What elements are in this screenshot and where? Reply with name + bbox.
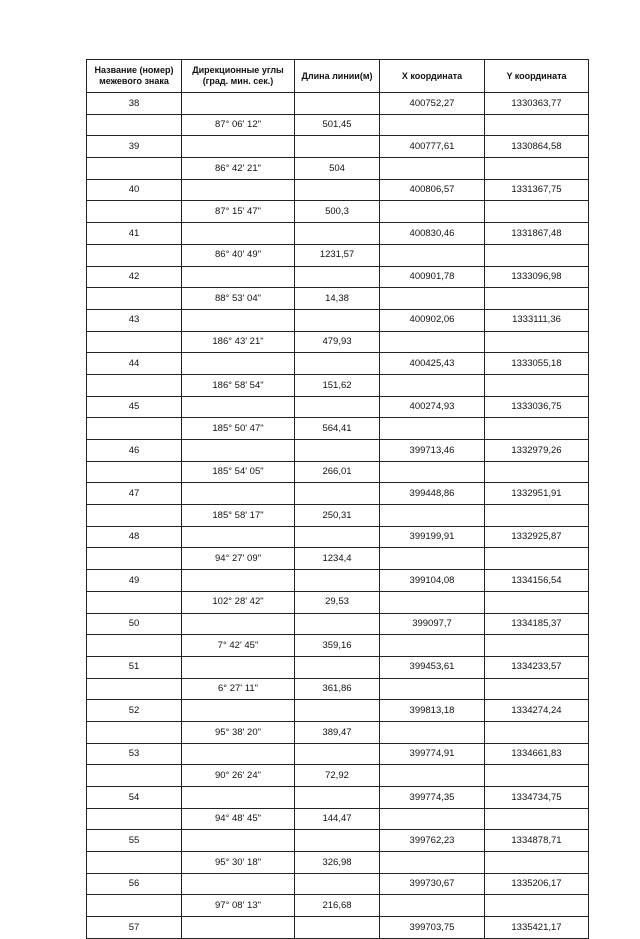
point-name-cell: 48 <box>87 526 182 548</box>
y-coordinate-cell: 1331867,48 <box>485 223 589 245</box>
empty-cell <box>380 461 485 483</box>
table-row-point <box>87 526 589 548</box>
empty-cell <box>182 873 295 895</box>
table-header-row <box>87 60 589 93</box>
coordinates-table <box>86 59 589 939</box>
empty-cell <box>182 830 295 852</box>
x-coordinate-cell: 399104,08 <box>380 570 485 592</box>
x-coordinate-cell: 399703,75 <box>380 917 485 939</box>
line-length-cell: 250,31 <box>295 505 380 527</box>
empty-cell <box>380 765 485 787</box>
empty-cell <box>295 570 380 592</box>
x-coordinate-cell: 400901,78 <box>380 266 485 288</box>
table-row-segment <box>87 114 589 136</box>
direction-angle-cell: 6° 27' 11" <box>182 678 295 700</box>
table-row-segment <box>87 635 589 657</box>
table-row-point <box>87 743 589 765</box>
y-coordinate-cell: 1333036,75 <box>485 396 589 418</box>
y-coordinate-cell: 1331367,75 <box>485 179 589 201</box>
empty-cell <box>182 396 295 418</box>
empty-cell <box>295 483 380 505</box>
direction-angle-cell: 90° 26' 24" <box>182 765 295 787</box>
empty-cell <box>485 158 589 180</box>
table-row-segment <box>87 721 589 743</box>
empty-cell <box>485 765 589 787</box>
table-row-segment <box>87 331 589 353</box>
direction-angle-cell: 185° 58' 17" <box>182 505 295 527</box>
point-name-cell: 45 <box>87 396 182 418</box>
point-name-cell: 44 <box>87 353 182 375</box>
empty-cell <box>380 201 485 223</box>
direction-angle-cell: 94° 27' 09" <box>182 548 295 570</box>
empty-cell <box>485 201 589 223</box>
direction-angle-cell: 88° 53' 04" <box>182 288 295 310</box>
table-row-point <box>87 613 589 635</box>
empty-cell <box>380 331 485 353</box>
y-coordinate-cell: 1333111,36 <box>485 309 589 331</box>
point-name-cell: 42 <box>87 266 182 288</box>
empty-cell <box>87 635 182 657</box>
line-length-cell: 504 <box>295 158 380 180</box>
direction-angle-cell: 97° 08' 13" <box>182 895 295 917</box>
x-coordinate-cell: 399762,23 <box>380 830 485 852</box>
line-length-cell: 14,38 <box>295 288 380 310</box>
empty-cell <box>182 570 295 592</box>
empty-cell <box>380 244 485 266</box>
y-coordinate-cell: 1330363,77 <box>485 93 589 115</box>
x-coordinate-cell: 400830,46 <box>380 223 485 245</box>
line-length-cell: 151,62 <box>295 374 380 396</box>
point-name-cell: 51 <box>87 656 182 678</box>
empty-cell <box>182 136 295 158</box>
empty-cell <box>87 201 182 223</box>
empty-cell <box>87 721 182 743</box>
x-coordinate-cell: 399730,67 <box>380 873 485 895</box>
direction-angle-cell: 95° 30' 18" <box>182 852 295 874</box>
empty-cell <box>182 700 295 722</box>
point-name-cell: 43 <box>87 309 182 331</box>
empty-cell <box>295 743 380 765</box>
x-coordinate-cell: 399813,18 <box>380 700 485 722</box>
y-coordinate-cell: 1334878,71 <box>485 830 589 852</box>
y-coordinate-cell: 1332951,91 <box>485 483 589 505</box>
point-name-cell: 39 <box>87 136 182 158</box>
direction-angle-cell: 185° 54' 05" <box>182 461 295 483</box>
x-coordinate-cell: 399774,35 <box>380 787 485 809</box>
direction-angle-cell: 95° 38' 20" <box>182 721 295 743</box>
empty-cell <box>485 635 589 657</box>
table-row-segment <box>87 505 589 527</box>
point-name-cell: 54 <box>87 787 182 809</box>
x-coordinate-cell: 399453,61 <box>380 656 485 678</box>
table-row-point <box>87 309 589 331</box>
empty-cell <box>485 331 589 353</box>
empty-cell <box>87 808 182 830</box>
table-row-point <box>87 917 589 939</box>
empty-cell <box>295 656 380 678</box>
table-row-point <box>87 656 589 678</box>
table-row-point <box>87 266 589 288</box>
table-row-segment <box>87 808 589 830</box>
empty-cell <box>182 787 295 809</box>
empty-cell <box>380 505 485 527</box>
empty-cell <box>485 808 589 830</box>
empty-cell <box>87 461 182 483</box>
table-row-segment <box>87 765 589 787</box>
point-name-cell: 49 <box>87 570 182 592</box>
empty-cell <box>87 244 182 266</box>
empty-cell <box>295 830 380 852</box>
empty-cell <box>87 114 182 136</box>
empty-cell <box>485 548 589 570</box>
direction-angle-cell: 87° 06' 12" <box>182 114 295 136</box>
direction-angle-cell: 186° 58' 54" <box>182 374 295 396</box>
empty-cell <box>182 526 295 548</box>
empty-cell <box>485 591 589 613</box>
table-row-segment <box>87 244 589 266</box>
empty-cell <box>485 418 589 440</box>
empty-cell <box>295 917 380 939</box>
table-row-point <box>87 440 589 462</box>
header-point-name: Название (номер) межевого знака <box>87 60 182 93</box>
empty-cell <box>485 244 589 266</box>
table-row-segment <box>87 548 589 570</box>
empty-cell <box>295 266 380 288</box>
y-coordinate-cell: 1334734,75 <box>485 787 589 809</box>
empty-cell <box>87 331 182 353</box>
y-coordinate-cell: 1330864,58 <box>485 136 589 158</box>
empty-cell <box>295 309 380 331</box>
empty-cell <box>380 288 485 310</box>
table-row-point <box>87 179 589 201</box>
line-length-cell: 326,98 <box>295 852 380 874</box>
empty-cell <box>182 483 295 505</box>
table-row-segment <box>87 158 589 180</box>
empty-cell <box>87 418 182 440</box>
table-row-point <box>87 700 589 722</box>
line-length-cell: 72,92 <box>295 765 380 787</box>
empty-cell <box>380 895 485 917</box>
header-line-length: Длина линии(м) <box>295 60 380 93</box>
empty-cell <box>87 591 182 613</box>
x-coordinate-cell: 399199,91 <box>380 526 485 548</box>
direction-angle-cell: 86° 40' 49" <box>182 244 295 266</box>
empty-cell <box>295 223 380 245</box>
empty-cell <box>182 223 295 245</box>
empty-cell <box>182 179 295 201</box>
direction-angle-cell: 102° 28' 42" <box>182 591 295 613</box>
y-coordinate-cell: 1333096,98 <box>485 266 589 288</box>
table-row-point <box>87 873 589 895</box>
empty-cell <box>485 895 589 917</box>
empty-cell <box>485 288 589 310</box>
line-length-cell: 266,01 <box>295 461 380 483</box>
line-length-cell: 144,47 <box>295 808 380 830</box>
empty-cell <box>182 917 295 939</box>
header-direction-angle: Дирекционные углы (град. мин. сек.) <box>182 60 295 93</box>
table-row-segment <box>87 591 589 613</box>
table-row-point <box>87 787 589 809</box>
empty-cell <box>182 613 295 635</box>
table-row-point <box>87 483 589 505</box>
empty-cell <box>182 656 295 678</box>
table-row-segment <box>87 201 589 223</box>
x-coordinate-cell: 400752,27 <box>380 93 485 115</box>
direction-angle-cell: 7° 42' 45" <box>182 635 295 657</box>
table-row-point <box>87 830 589 852</box>
empty-cell <box>182 266 295 288</box>
table-row-point <box>87 396 589 418</box>
empty-cell <box>380 548 485 570</box>
empty-cell <box>87 548 182 570</box>
empty-cell <box>295 700 380 722</box>
point-name-cell: 53 <box>87 743 182 765</box>
line-length-cell: 501,45 <box>295 114 380 136</box>
empty-cell <box>295 396 380 418</box>
y-coordinate-cell: 1334661,83 <box>485 743 589 765</box>
line-length-cell: 389,47 <box>295 721 380 743</box>
point-name-cell: 52 <box>87 700 182 722</box>
empty-cell <box>380 418 485 440</box>
header-y-coordinate: Y координата <box>485 60 589 93</box>
empty-cell <box>380 158 485 180</box>
x-coordinate-cell: 399774,91 <box>380 743 485 765</box>
table-row-point <box>87 353 589 375</box>
empty-cell <box>87 678 182 700</box>
empty-cell <box>295 179 380 201</box>
empty-cell <box>380 374 485 396</box>
line-length-cell: 29,53 <box>295 591 380 613</box>
point-name-cell: 55 <box>87 830 182 852</box>
table-row-point <box>87 223 589 245</box>
header-x-coordinate: X координата <box>380 60 485 93</box>
y-coordinate-cell: 1332979,26 <box>485 440 589 462</box>
point-name-cell: 57 <box>87 917 182 939</box>
empty-cell <box>485 505 589 527</box>
table-row-segment <box>87 895 589 917</box>
x-coordinate-cell: 400425,43 <box>380 353 485 375</box>
y-coordinate-cell: 1334233,57 <box>485 656 589 678</box>
empty-cell <box>87 288 182 310</box>
point-name-cell: 56 <box>87 873 182 895</box>
empty-cell <box>87 374 182 396</box>
table-row-segment <box>87 852 589 874</box>
y-coordinate-cell: 1335421,17 <box>485 917 589 939</box>
point-name-cell: 38 <box>87 93 182 115</box>
x-coordinate-cell: 400806,57 <box>380 179 485 201</box>
empty-cell <box>380 721 485 743</box>
line-length-cell: 216,68 <box>295 895 380 917</box>
empty-cell <box>295 873 380 895</box>
direction-angle-cell: 185° 50' 47" <box>182 418 295 440</box>
empty-cell <box>87 505 182 527</box>
empty-cell <box>380 678 485 700</box>
empty-cell <box>380 591 485 613</box>
empty-cell <box>485 852 589 874</box>
table-row-segment <box>87 418 589 440</box>
empty-cell <box>380 635 485 657</box>
empty-cell <box>485 374 589 396</box>
line-length-cell: 359,16 <box>295 635 380 657</box>
x-coordinate-cell: 399097,7 <box>380 613 485 635</box>
table-body <box>87 93 589 939</box>
x-coordinate-cell: 400902,06 <box>380 309 485 331</box>
table-row-segment <box>87 461 589 483</box>
y-coordinate-cell: 1335206,17 <box>485 873 589 895</box>
empty-cell <box>295 440 380 462</box>
empty-cell <box>295 787 380 809</box>
empty-cell <box>87 852 182 874</box>
empty-cell <box>87 765 182 787</box>
point-name-cell: 40 <box>87 179 182 201</box>
table-row-segment <box>87 374 589 396</box>
line-length-cell: 500,3 <box>295 201 380 223</box>
table-row-segment <box>87 678 589 700</box>
direction-angle-cell: 87° 15' 47" <box>182 201 295 223</box>
empty-cell <box>485 678 589 700</box>
line-length-cell: 564,41 <box>295 418 380 440</box>
empty-cell <box>182 309 295 331</box>
empty-cell <box>182 440 295 462</box>
empty-cell <box>182 743 295 765</box>
table-row-point <box>87 570 589 592</box>
y-coordinate-cell: 1334274,24 <box>485 700 589 722</box>
line-length-cell: 361,86 <box>295 678 380 700</box>
empty-cell <box>485 461 589 483</box>
direction-angle-cell: 94° 48' 45" <box>182 808 295 830</box>
line-length-cell: 479,93 <box>295 331 380 353</box>
empty-cell <box>380 114 485 136</box>
empty-cell <box>87 895 182 917</box>
x-coordinate-cell: 400274,93 <box>380 396 485 418</box>
empty-cell <box>485 114 589 136</box>
direction-angle-cell: 86° 42' 21" <box>182 158 295 180</box>
empty-cell <box>182 353 295 375</box>
empty-cell <box>295 613 380 635</box>
empty-cell <box>380 808 485 830</box>
point-name-cell: 50 <box>87 613 182 635</box>
line-length-cell: 1231,57 <box>295 244 380 266</box>
y-coordinate-cell: 1332925,87 <box>485 526 589 548</box>
point-name-cell: 47 <box>87 483 182 505</box>
empty-cell <box>182 93 295 115</box>
table-row-segment <box>87 288 589 310</box>
empty-cell <box>295 353 380 375</box>
line-length-cell: 1234,4 <box>295 548 380 570</box>
direction-angle-cell: 186° 43' 21" <box>182 331 295 353</box>
empty-cell <box>295 526 380 548</box>
x-coordinate-cell: 400777,61 <box>380 136 485 158</box>
point-name-cell: 46 <box>87 440 182 462</box>
empty-cell <box>485 721 589 743</box>
empty-cell <box>295 93 380 115</box>
empty-cell <box>87 158 182 180</box>
x-coordinate-cell: 399713,46 <box>380 440 485 462</box>
y-coordinate-cell: 1333055,18 <box>485 353 589 375</box>
empty-cell <box>380 852 485 874</box>
x-coordinate-cell: 399448,86 <box>380 483 485 505</box>
y-coordinate-cell: 1334185,37 <box>485 613 589 635</box>
table-row-point <box>87 93 589 115</box>
y-coordinate-cell: 1334156,54 <box>485 570 589 592</box>
point-name-cell: 41 <box>87 223 182 245</box>
empty-cell <box>295 136 380 158</box>
table-row-point <box>87 136 589 158</box>
